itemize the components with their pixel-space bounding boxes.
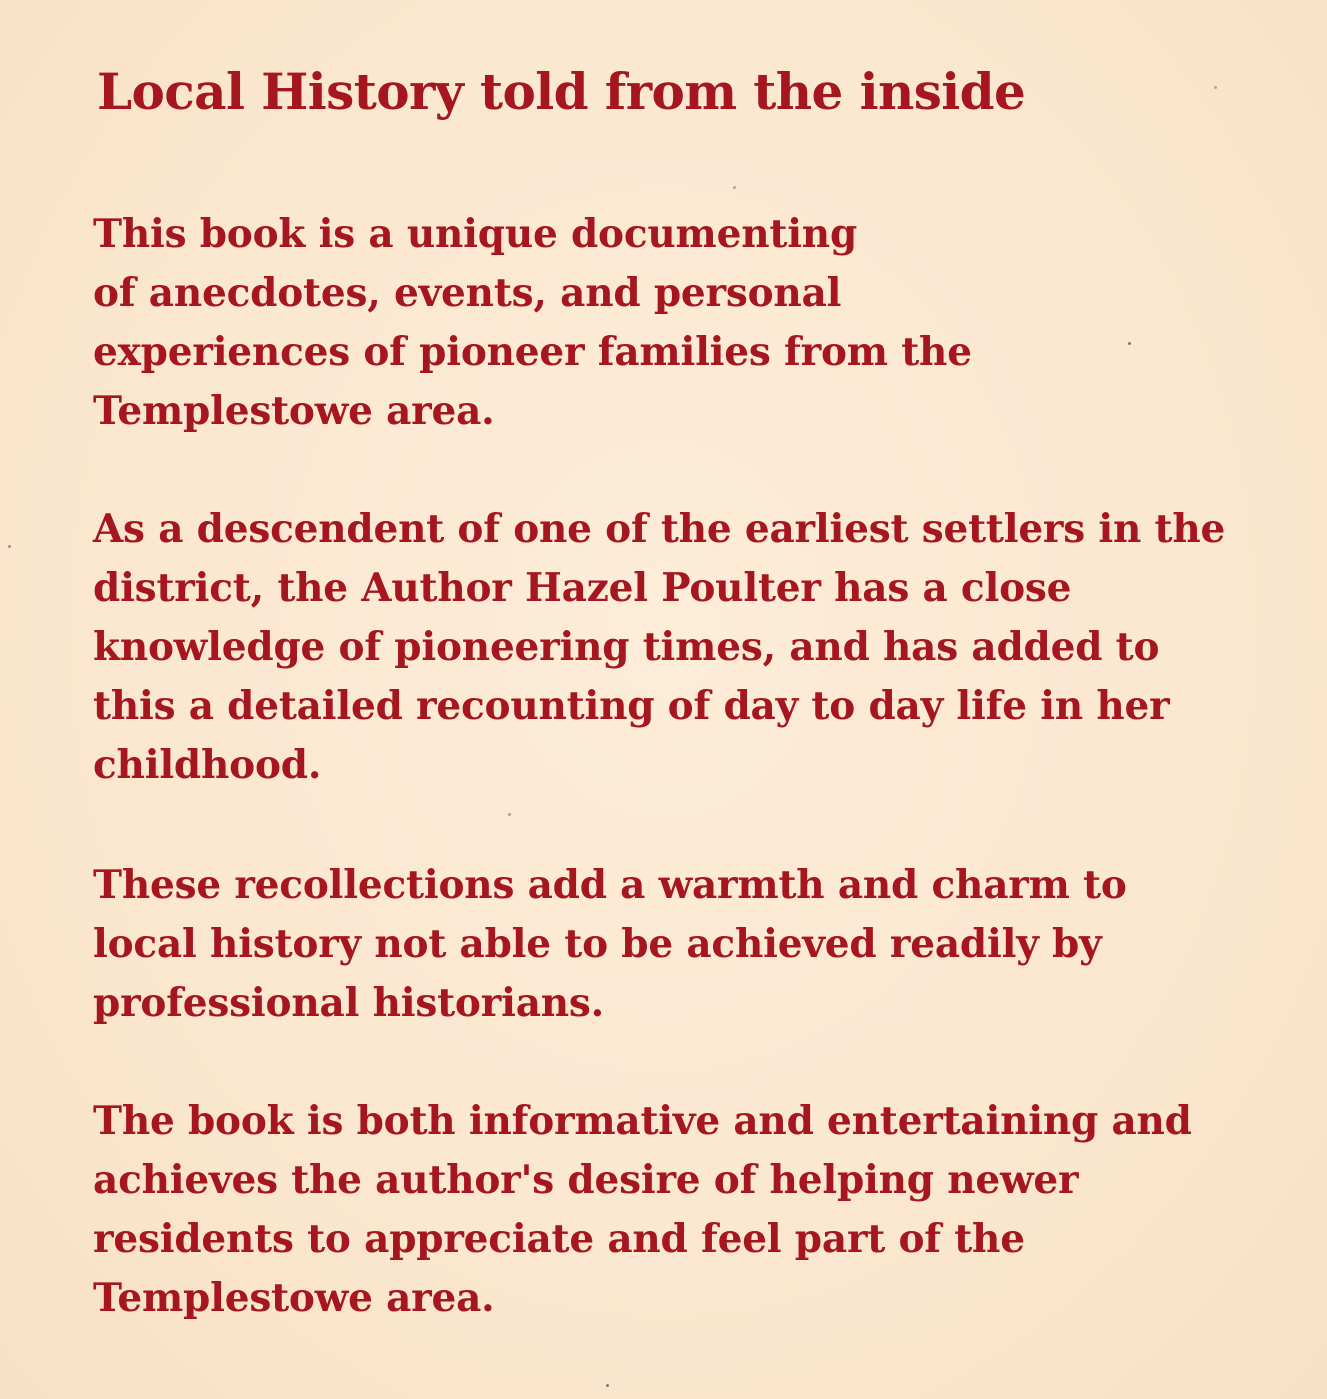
paragraph-line: this a detailed recounting of day to day life in her [93, 683, 1170, 729]
paper-speck [8, 545, 11, 548]
paragraph-author [93, 500, 1225, 795]
paragraph-line: achieves the author's desire of helping newer [93, 1157, 1079, 1203]
paragraph-line: experiences of pioneer families from the [93, 329, 972, 375]
paragraph-line: local history not able to be achieved readily by [93, 921, 1102, 967]
paragraph-line: of anecdotes, events, and personal [93, 270, 842, 316]
paragraph-line: These recollections add a warmth and charm to [93, 862, 1127, 908]
paragraph-intro [93, 205, 972, 441]
heading: Local History told from the inside [97, 62, 1026, 121]
paragraph-line: district, the Author Hazel Poulter has a close [93, 565, 1072, 611]
paragraph-line: Templestowe area. [93, 388, 495, 434]
paper-speck [508, 813, 511, 816]
paragraph-line: The book is both informative and entertaining and [93, 1098, 1192, 1144]
paragraph-line: professional historians. [93, 980, 605, 1026]
paragraph-recollections [93, 856, 1127, 1033]
paragraph-line: childhood. [93, 742, 322, 788]
paragraph-line: residents to appreciate and feel part of the [93, 1216, 1025, 1262]
paper-speck [606, 1384, 609, 1387]
paragraph-line: This book is a unique documenting [93, 211, 858, 257]
paper-speck [1128, 342, 1131, 345]
paragraph-conclusion [93, 1092, 1192, 1328]
paragraph-line: knowledge of pioneering times, and has added to [93, 624, 1160, 670]
paper-speck [1214, 86, 1217, 89]
paragraph-line: As a descendent of one of the earliest settlers in the [93, 506, 1226, 552]
paper-speck [733, 186, 736, 189]
paragraph-line: Templestowe area. [93, 1275, 495, 1321]
